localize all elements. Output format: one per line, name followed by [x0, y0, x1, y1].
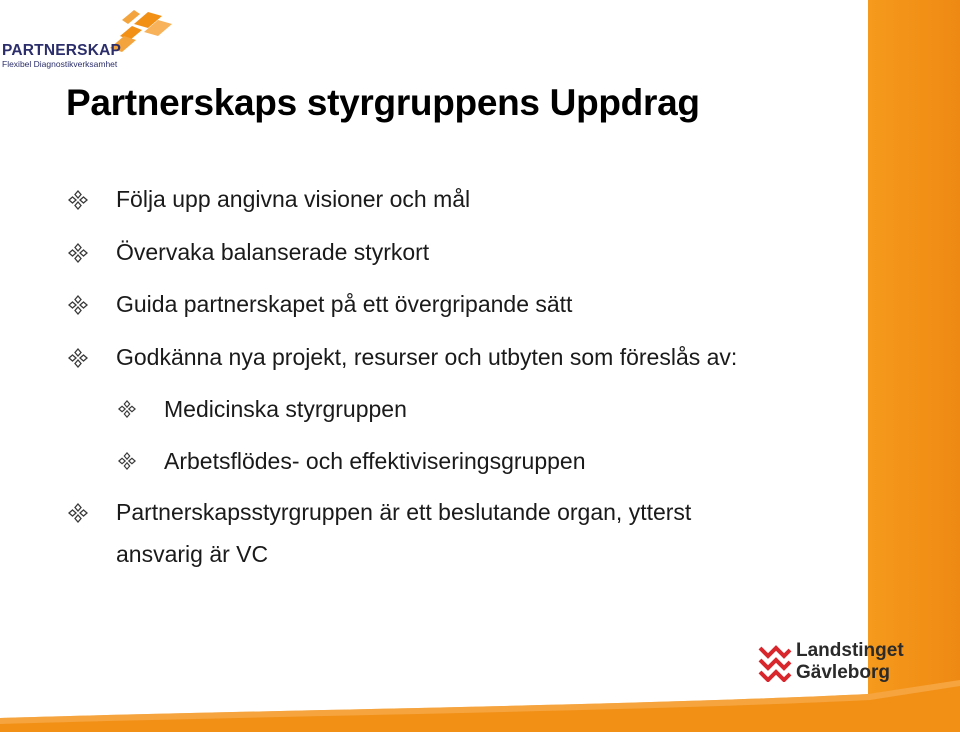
four-diamond-bullet-icon [68, 243, 88, 263]
bullet-text: Partnerskapsstyrgruppen är ett beslutande organ, ytterst [116, 499, 692, 525]
four-diamond-bullet-icon [118, 452, 136, 470]
four-diamond-bullet-icon [68, 190, 88, 210]
bullet-text: Arbetsflödes- och effektiviseringsgruppen [164, 448, 586, 474]
four-diamond-bullet-icon [118, 400, 136, 418]
logo-line-2: Gävleborg [796, 662, 890, 683]
bullet-text: Följa upp angivna visioner och mål [116, 186, 471, 212]
logo-line-1: Landstinget [796, 640, 904, 661]
orange-side-band [868, 0, 960, 732]
logo-title: PARTNERSKAP [2, 42, 122, 59]
four-diamond-bullet-icon [68, 503, 88, 523]
logo-tagline: Flexibel Diagnostikverksamhet [2, 59, 118, 69]
page-title: Partnerskaps styrgruppens Uppdrag [66, 82, 700, 123]
bullet-text: Godkänna nya projekt, resurser och utbyten som föreslås av: [116, 344, 738, 370]
landstinget-logo-mark-icon [758, 642, 792, 682]
four-diamond-bullet-icon [68, 348, 88, 368]
bullet-text: Medicinska styrgruppen [164, 396, 407, 422]
four-diamond-bullet-icon [68, 295, 88, 315]
landstinget-gavleborg-logo [758, 638, 908, 688]
bullet-text-continuation: ansvarig är VC [116, 541, 269, 567]
bullet-text: Guida partnerskapet på ett övergripande sätt [116, 291, 573, 317]
bullet-text: Övervaka balanserade styrkort [116, 239, 430, 265]
